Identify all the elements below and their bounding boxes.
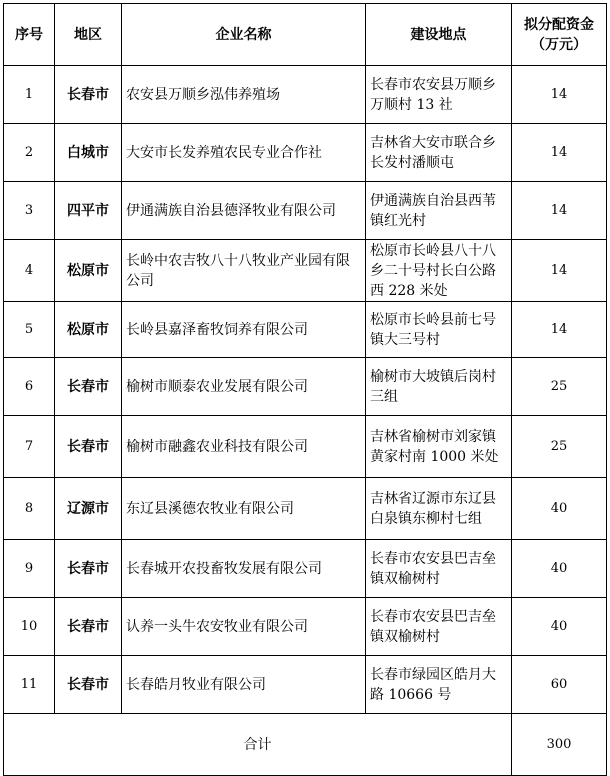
funding-table [3,3,607,776]
cell-index: 8 [4,478,55,540]
cell-location: 长春市农安县巴吉垒镇双榆树村 [366,540,512,598]
cell-funding: 25 [512,358,607,416]
cell-company: 长岭中农吉牧八十八牧业产业园有限公司 [122,240,366,302]
table-row [4,656,607,714]
table-row [4,416,607,478]
header-location: 建设地点 [366,4,512,66]
total-label: 合计 [4,714,512,776]
cell-funding: 14 [512,182,607,240]
cell-region: 长春市 [55,416,122,478]
cell-funding: 14 [512,124,607,182]
cell-company: 东辽县溪德农牧业有限公司 [122,478,366,540]
cell-index: 6 [4,358,55,416]
cell-region: 长春市 [55,656,122,714]
table-row [4,540,607,598]
cell-index: 2 [4,124,55,182]
cell-funding: 14 [512,240,607,302]
cell-index: 3 [4,182,55,240]
table-row [4,358,607,416]
cell-location: 伊通满族自治县西苇镇红光村 [366,182,512,240]
cell-company: 榆树市顺泰农业发展有限公司 [122,358,366,416]
cell-company: 榆树市融鑫农业科技有限公司 [122,416,366,478]
table-row [4,302,607,358]
table-row [4,66,607,124]
cell-funding: 40 [512,598,607,656]
cell-index: 5 [4,302,55,358]
cell-company: 伊通满族自治县德泽牧业有限公司 [122,182,366,240]
cell-location: 长春市绿园区皓月大路 10666 号 [366,656,512,714]
cell-funding: 14 [512,302,607,358]
cell-region: 长春市 [55,358,122,416]
cell-location: 吉林省辽源市东辽县白泉镇东柳村七组 [366,478,512,540]
header-funding: 拟分配资金（万元） [512,4,607,66]
table-row [4,478,607,540]
cell-funding: 25 [512,416,607,478]
cell-location: 榆树市大坡镇后岗村三组 [366,358,512,416]
cell-funding: 60 [512,656,607,714]
cell-index: 11 [4,656,55,714]
cell-region: 长春市 [55,540,122,598]
cell-funding: 40 [512,540,607,598]
cell-index: 7 [4,416,55,478]
cell-location: 松原市长岭县八十八乡二十号村长白公路西 228 米处 [366,240,512,302]
cell-company: 长春城开农投畜牧发展有限公司 [122,540,366,598]
cell-index: 9 [4,540,55,598]
cell-index: 1 [4,66,55,124]
table-row [4,598,607,656]
cell-region: 白城市 [55,124,122,182]
cell-location: 长春市农安县巴吉垒镇双榆树村 [366,598,512,656]
cell-index: 10 [4,598,55,656]
total-funding: 300 [512,714,607,776]
header-region: 地区 [55,4,122,66]
cell-location: 吉林省榆树市刘家镇黄家村南 1000 米处 [366,416,512,478]
cell-company: 大安市长发养殖农民专业合作社 [122,124,366,182]
cell-region: 四平市 [55,182,122,240]
header-company: 企业名称 [122,4,366,66]
cell-region: 松原市 [55,302,122,358]
table-row [4,240,607,302]
cell-region: 松原市 [55,240,122,302]
cell-location: 松原市长岭县前七号镇大三号村 [366,302,512,358]
total-row [4,714,607,776]
cell-region: 长春市 [55,598,122,656]
cell-company: 长春皓月牧业有限公司 [122,656,366,714]
table-row [4,124,607,182]
table-header-row [4,4,607,66]
cell-location: 吉林省大安市联合乡长发村潘顺屯 [366,124,512,182]
cell-location: 长春市农安县万顺乡万顺村 13 社 [366,66,512,124]
cell-region: 辽源市 [55,478,122,540]
cell-funding: 14 [512,66,607,124]
header-index: 序号 [4,4,55,66]
cell-company: 认养一头牛农安牧业有限公司 [122,598,366,656]
cell-company: 长岭县嘉泽畜牧饲养有限公司 [122,302,366,358]
cell-index: 4 [4,240,55,302]
cell-region: 长春市 [55,66,122,124]
table-row [4,182,607,240]
cell-funding: 40 [512,478,607,540]
cell-company: 农安县万顺乡泓伟养殖场 [122,66,366,124]
